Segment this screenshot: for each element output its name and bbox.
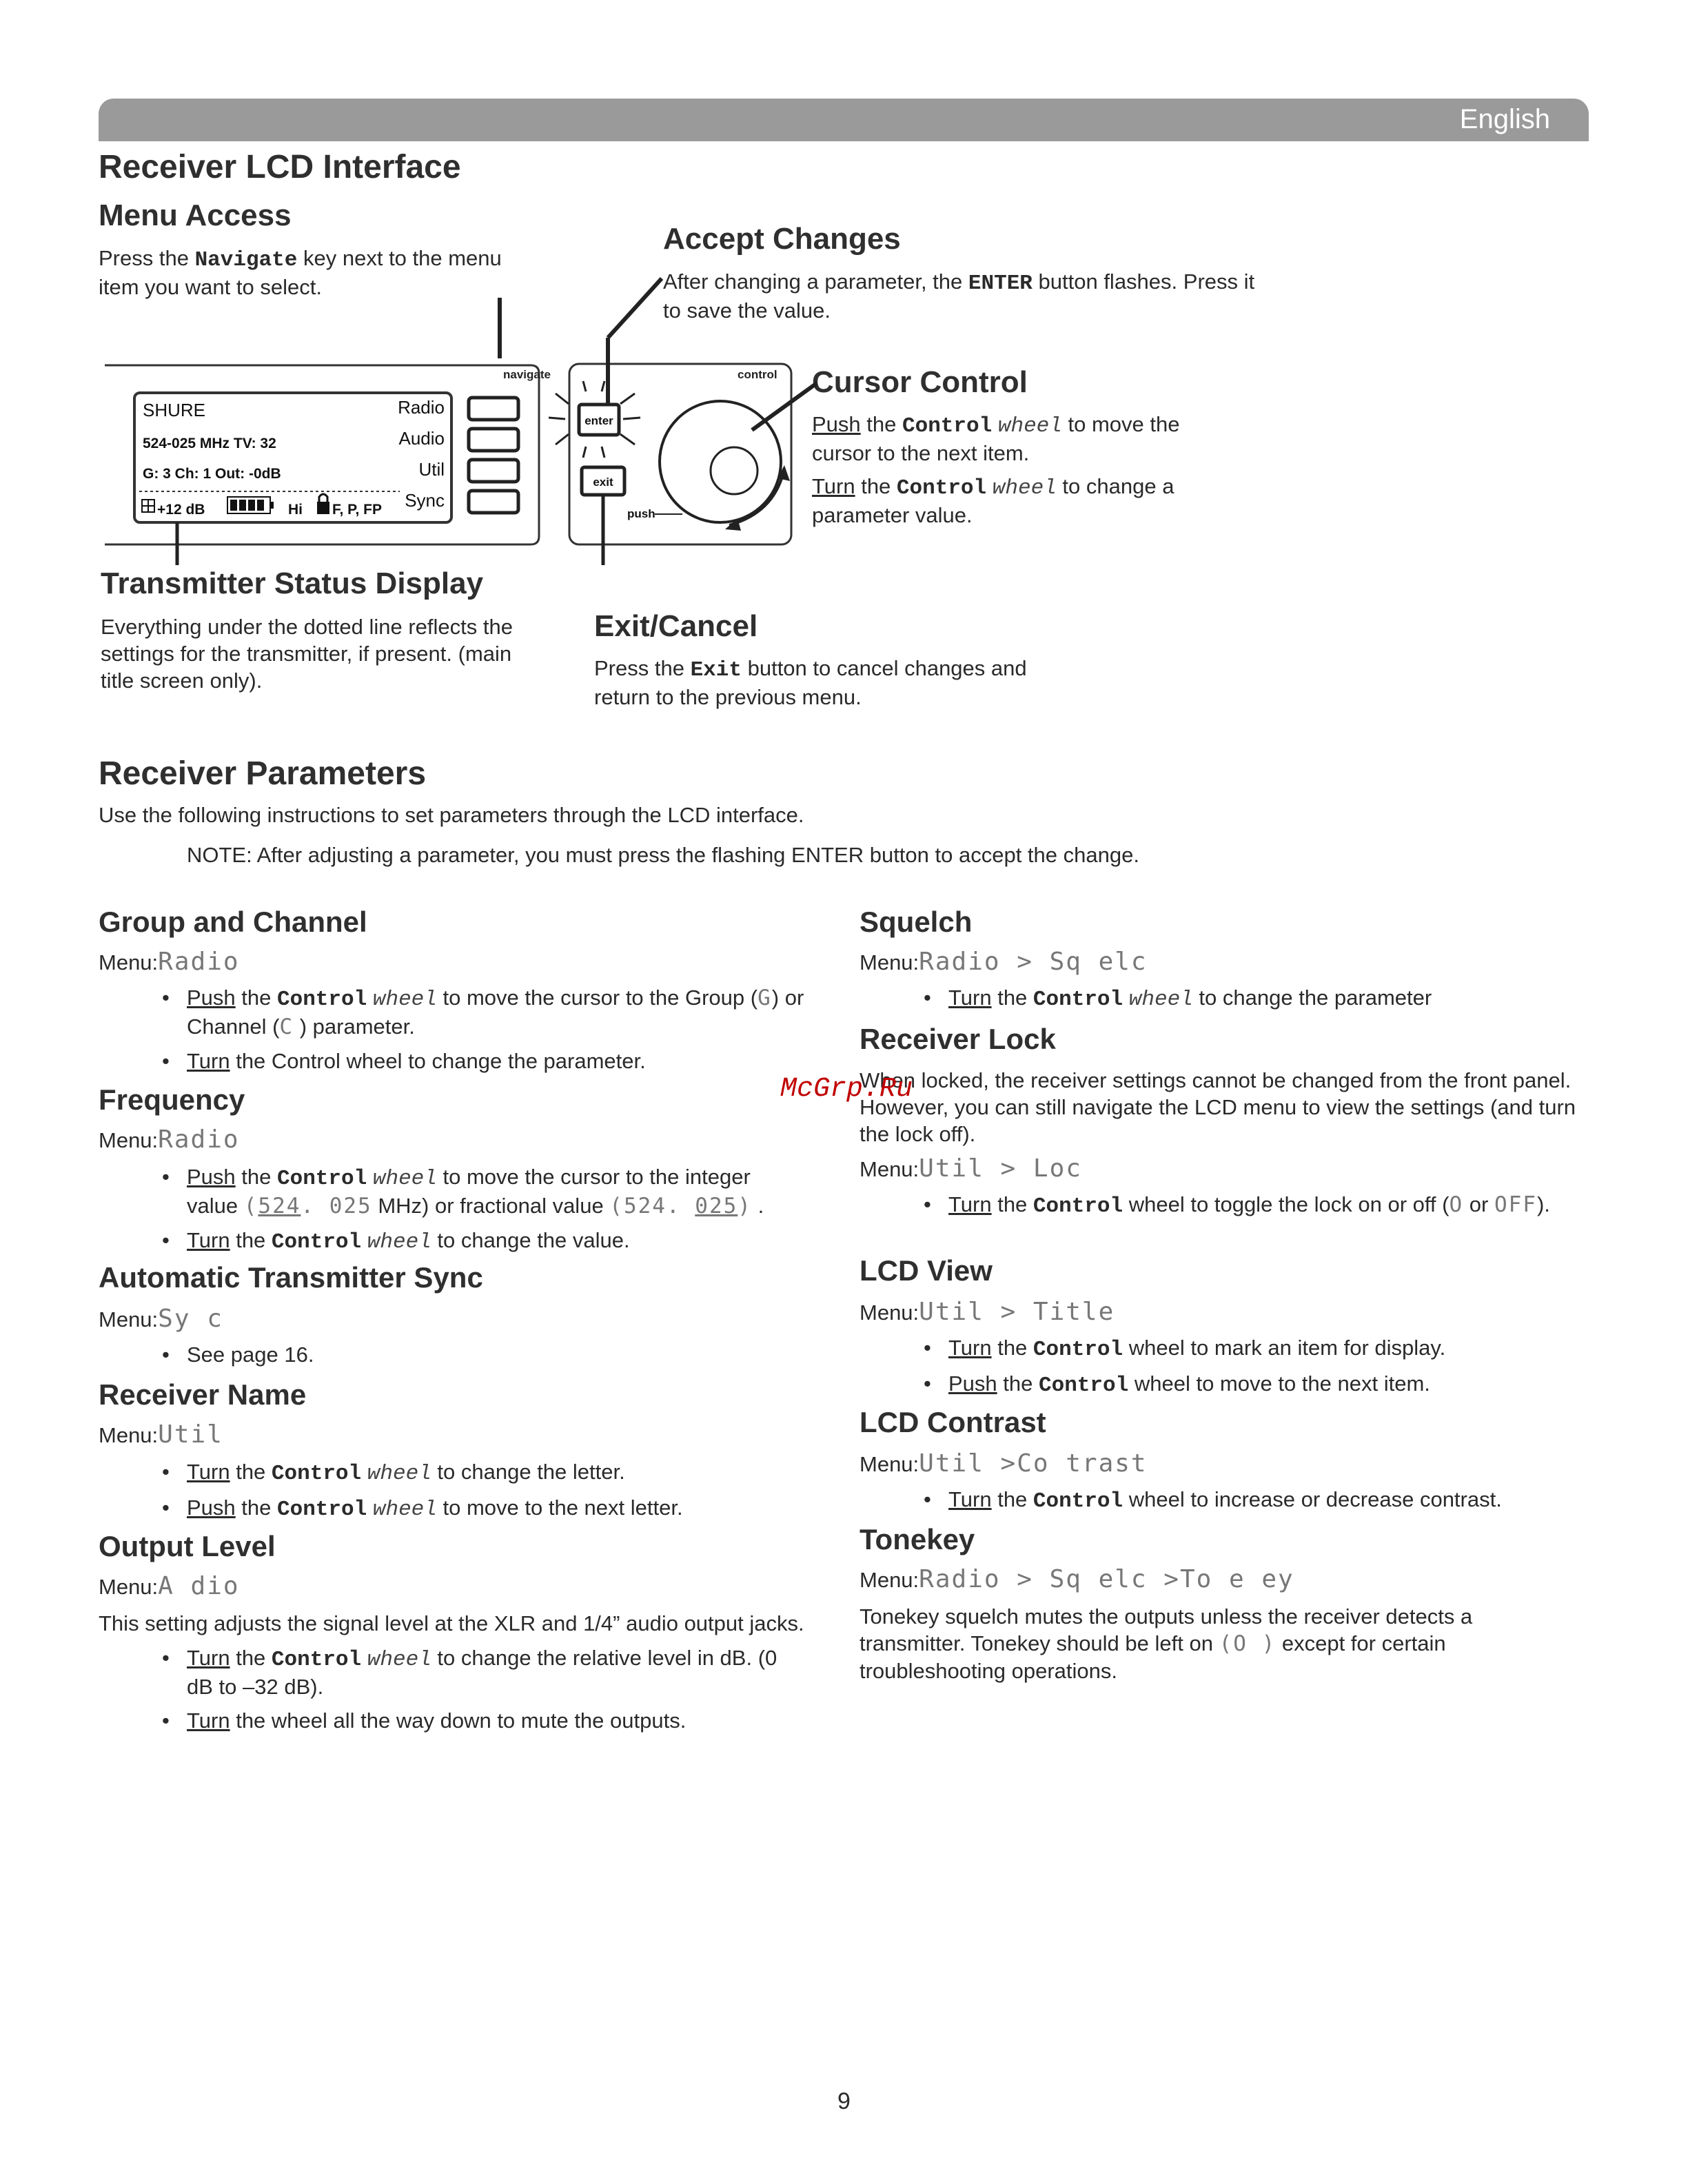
- output-level-heading: Output Level: [99, 1530, 276, 1562]
- list-item: • Turn the Control wheel to change the letter.: [187, 1458, 807, 1487]
- lcd-line-3: G: 3 Ch: 1 Out: -0dB: [143, 466, 281, 482]
- ats-menu: Menu:Sy c: [99, 1305, 223, 1333]
- list-item: • Turn the Control wheel to change the parameter: [948, 984, 1555, 1013]
- list-item: • Turn the Control wheel to change the relative level in dB. (0 dB to –32 dB).: [187, 1644, 807, 1700]
- lcd-line-1: SHURE: [143, 400, 206, 420]
- list-item: • Turn the Control wheel to increase or decrease contrast.: [948, 1486, 1555, 1515]
- cursor-control-heading: Cursor Control: [812, 365, 1028, 399]
- navigate-button-radio[interactable]: [469, 398, 518, 420]
- lcd-line-2: 524-025 MHz TV: 32: [143, 436, 276, 451]
- list-item: • Turn the Control wheel to mark an item for display.: [948, 1334, 1555, 1363]
- squelch-menu: Menu:Radio > Sq elc: [860, 948, 1148, 976]
- receiver-parameters-intro: Use the following instructions to set parameters through the LCD interface.: [99, 803, 804, 827]
- navigate-button-util[interactable]: [469, 460, 518, 482]
- tonekey-text: Tonekey squelch mutes the outputs unless the receiver detects a transmitter. Tonekey should be left on (O ) except for certain troubleshooting operations.: [860, 1604, 1473, 1683]
- lcd-menu-util: Util: [418, 459, 445, 480]
- receiver-lock-list: [948, 1191, 1555, 1227]
- receiver-lock-menu: Menu:Util > Loc: [860, 1154, 1082, 1183]
- lcd-menu-radio: Radio: [398, 397, 445, 418]
- navigate-button-audio[interactable]: [469, 429, 518, 451]
- lcd-status-hi: Hi: [288, 502, 303, 518]
- lcd-menu-sync: Sync: [405, 490, 445, 511]
- menu-access-text: Press the Navigate key next to the menu item you want to select.: [99, 246, 502, 299]
- control-wheel-knob[interactable]: [711, 447, 757, 494]
- enter-label: enter: [584, 414, 613, 427]
- list-item: • See page 16.: [187, 1341, 807, 1368]
- navigate-button-sync[interactable]: [469, 491, 518, 513]
- accept-pointer: [593, 276, 669, 407]
- receiver-name-menu: Menu:Util: [99, 1420, 223, 1449]
- list-item: • Turn the Control wheel to toggle the lock on or off (O or OFF).: [948, 1191, 1555, 1220]
- lcd-status-lock: F, P, FP: [332, 502, 382, 518]
- control-label: control: [738, 368, 777, 381]
- lcd-contrast-list: [948, 1486, 1555, 1522]
- list-item: • Turn the Control wheel to change the value.: [187, 1227, 807, 1256]
- lock-icon: [317, 502, 329, 514]
- output-level-text: This setting adjusts the signal level at the XLR and 1/4” audio output jacks.: [99, 1611, 804, 1635]
- receiver-name-list: [187, 1458, 807, 1530]
- accept-changes-text: After changing a parameter, the ENTER button flashes. Press it to save the value.: [663, 269, 1255, 323]
- list-item: • Push the Control wheel to move the cursor to the integer value (524. 025 MHz) or fractional value (524. 025) .: [187, 1163, 807, 1220]
- squelch-list: [948, 984, 1555, 1020]
- cursor-control-push-text: Push the Control wheel to move the cursor to the next item.: [812, 412, 1180, 465]
- language-header-bar: [99, 99, 1589, 141]
- squelch-heading: Squelch: [860, 906, 973, 938]
- group-channel-menu: Menu:Radio: [99, 948, 240, 976]
- cursor-control-turn-text: Turn the Control wheel to change a parameter value.: [812, 474, 1175, 527]
- lcd-view-list: [948, 1334, 1555, 1406]
- language-label: English: [1459, 104, 1550, 134]
- exit-cancel-heading: Exit/Cancel: [594, 609, 758, 643]
- receiver-panel-diagram: [96, 289, 813, 565]
- list-item: • Turn the wheel all the way down to mute the outputs.: [187, 1707, 807, 1734]
- ats-list: [187, 1341, 807, 1375]
- page-title: Receiver LCD Interface: [99, 149, 461, 185]
- list-item: • Push the Control wheel to move the cursor to the Group (G) or Channel (C ) parameter.: [187, 984, 807, 1041]
- page-number: 9: [837, 2088, 851, 2114]
- frequency-heading: Frequency: [99, 1083, 245, 1116]
- group-channel-list: [187, 984, 807, 1081]
- exit-label: exit: [593, 476, 613, 489]
- accept-changes-heading: Accept Changes: [663, 222, 901, 256]
- list-item: • Turn the Control wheel to change the parameter.: [187, 1048, 807, 1074]
- navigate-label: navigate: [503, 368, 551, 381]
- receiver-lock-heading: Receiver Lock: [860, 1023, 1056, 1055]
- cursor-pointer: [748, 379, 824, 434]
- push-label: push: [627, 507, 655, 520]
- receiver-lock-text: When locked, the receiver settings cannot be changed from the front panel. However, you can still navigate the LCD menu to view the settings (and turn the lock off).: [860, 1068, 1576, 1146]
- ats-heading: Automatic Transmitter Sync: [99, 1261, 483, 1294]
- lcd-status-gain: +12 dB: [157, 502, 205, 518]
- frequency-menu: Menu:Radio: [99, 1125, 240, 1154]
- output-level-menu: Menu:A dio: [99, 1572, 240, 1600]
- list-item: • Push the Control wheel to move to the next item.: [948, 1370, 1555, 1399]
- tonekey-menu: Menu:Radio > Sq elc >To e ey: [860, 1565, 1294, 1593]
- tonekey-heading: Tonekey: [860, 1523, 975, 1555]
- exit-cancel-text: Press the Exit button to cancel changes and return to the previous menu.: [594, 656, 1027, 709]
- watermark: McGrp.Ru: [780, 1074, 913, 1105]
- receiver-name-heading: Receiver Name: [99, 1378, 307, 1411]
- lcd-contrast-menu: Menu:Util >Co trast: [860, 1449, 1148, 1478]
- group-channel-heading: Group and Channel: [99, 906, 367, 938]
- list-item: • Push the Control wheel to move to the next letter.: [187, 1494, 807, 1523]
- lcd-menu-audio: Audio: [398, 428, 445, 449]
- receiver-parameters-note: NOTE: After adjusting a parameter, you must press the flashing ENTER button to accept the change.: [187, 843, 1139, 867]
- lcd-contrast-heading: LCD Contrast: [860, 1406, 1046, 1438]
- lcd-view-menu: Menu:Util > Title: [860, 1298, 1115, 1326]
- output-level-list: [187, 1644, 807, 1741]
- lcd-view-heading: LCD View: [860, 1254, 993, 1287]
- tx-status-heading: Transmitter Status Display: [101, 567, 484, 600]
- menu-access-heading: Menu Access: [99, 198, 292, 232]
- frequency-list: [187, 1163, 807, 1263]
- tx-status-text: Everything under the dotted line reflects the settings for the transmitter, if present. (main title screen only).: [101, 615, 513, 693]
- receiver-parameters-heading: Receiver Parameters: [99, 755, 427, 792]
